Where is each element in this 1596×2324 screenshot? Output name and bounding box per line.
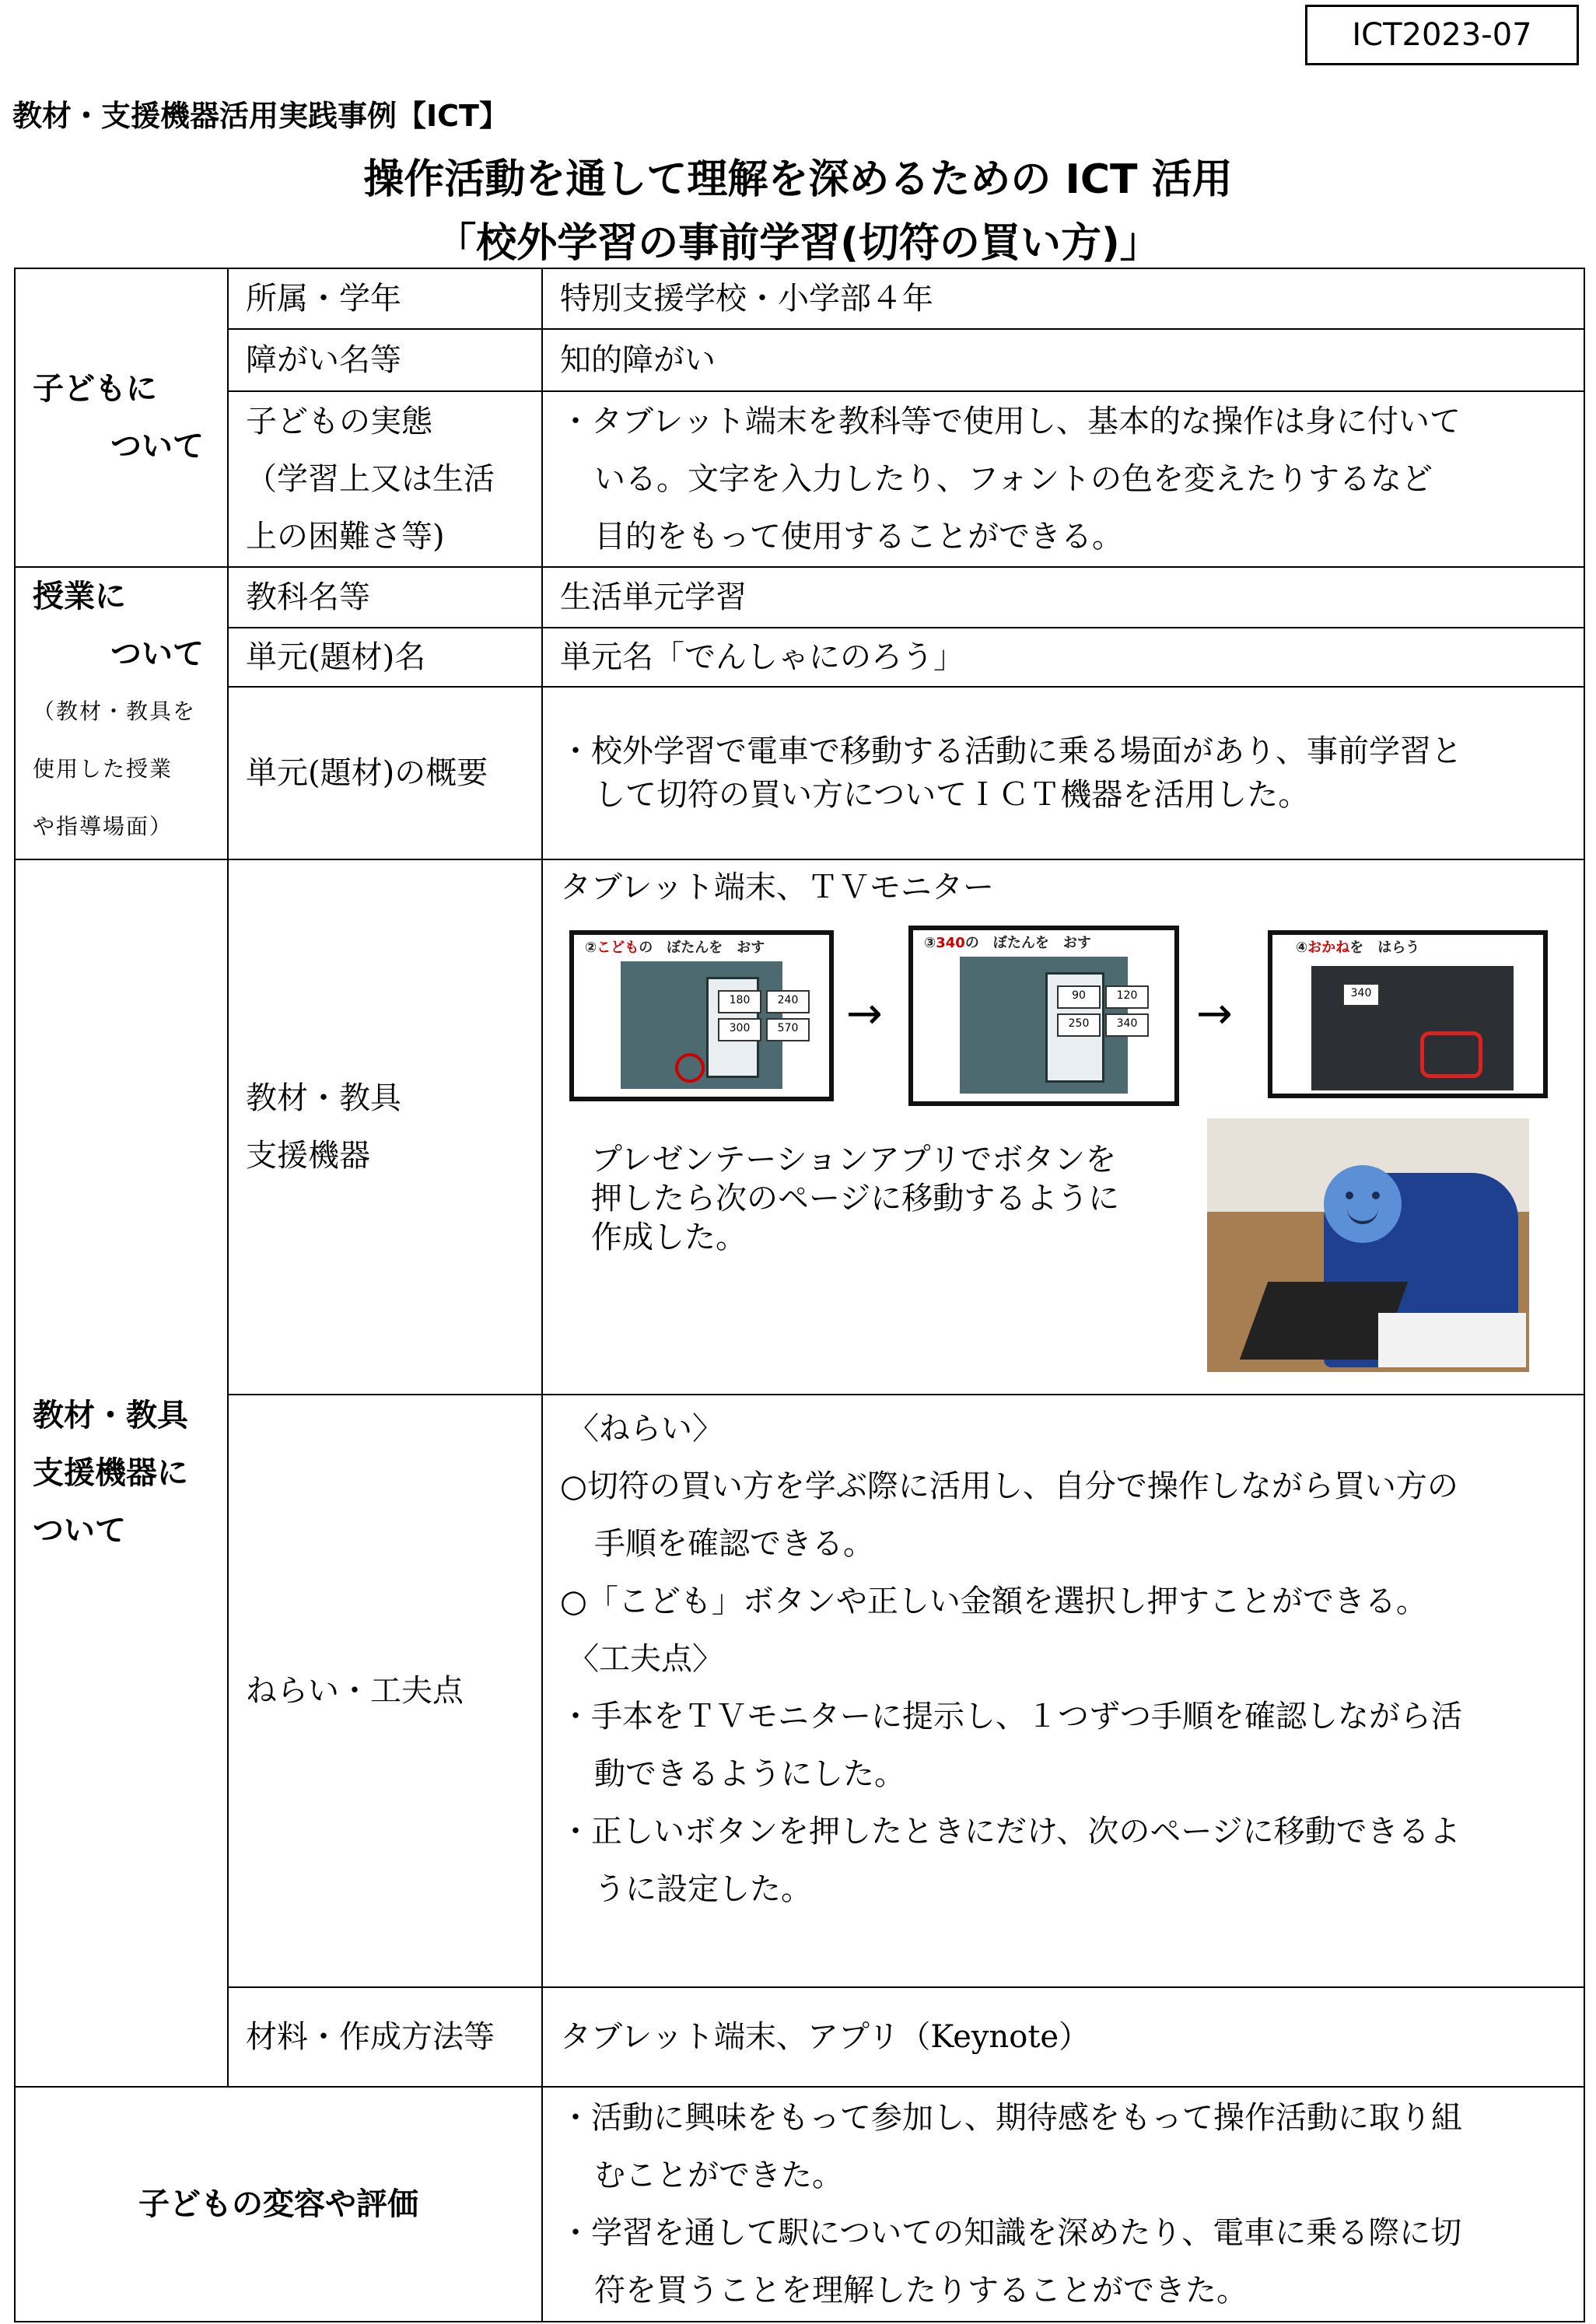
affiliation-value: 特別支援学校・小学部４年 bbox=[542, 268, 1584, 329]
status-value-2: いる。文字を入力したり、フォントの色を変えたりするなど bbox=[594, 461, 1433, 497]
section-lesson-note-1: （教材・教具を bbox=[33, 698, 197, 724]
tools-label-2: 支援機器 bbox=[246, 1138, 370, 1174]
page-title: 操作活動を通して理解を深めるための ICT 活用 bbox=[363, 156, 1233, 203]
section-lesson-line1: 授業に bbox=[33, 579, 126, 614]
unit-label: 単元(題材)名 bbox=[228, 628, 542, 687]
tools-desc-3: 作成した。 bbox=[591, 1220, 747, 1255]
aims-heading: 〈ねらい〉 bbox=[568, 1411, 723, 1447]
summary-value-1: ・校外学習で電車で移動する活動に乗る場面があり、事前学習と bbox=[560, 733, 1462, 769]
section-lesson-line2: ついて bbox=[110, 636, 204, 672]
slide-caption: ②こどもの ぼたんを おす bbox=[585, 940, 765, 956]
page-subtitle: 「校外学習の事前学習(切符の買い方)」 bbox=[436, 220, 1160, 267]
status-label-1: 子どもの実態 bbox=[246, 404, 432, 439]
section-child bbox=[15, 268, 228, 567]
ticket-machine-image bbox=[960, 957, 1138, 1094]
idea-2-line1: ・正しいボタンを押したときにだけ、次のページに移動できるよ bbox=[560, 1814, 1461, 1850]
aim-1-line2: 手順を確認できる。 bbox=[594, 1526, 874, 1562]
summary-label: 単元(題材)の概要 bbox=[228, 687, 542, 859]
highlight-circle-icon bbox=[1420, 1031, 1482, 1078]
disability-value: 知的障がい bbox=[542, 329, 1584, 391]
aim-2: ○「こども」ボタンや正しい金額を選択し押すことができる。 bbox=[560, 1584, 1427, 1619]
summary-value-2: して切符の買い方についてＩＣＴ機器を活用した。 bbox=[594, 777, 1310, 813]
tools-description bbox=[591, 1140, 1119, 1257]
fare-button: 90 bbox=[1057, 985, 1101, 1009]
slide-step-3 bbox=[908, 926, 1179, 1106]
fare-button: 300 bbox=[718, 1018, 761, 1041]
section-lesson-note-2: 使用した授業 bbox=[33, 756, 173, 782]
aim-1-line1: ○切符の買い方を学ぶ際に活用し、自分で操作しながら買い方の bbox=[560, 1468, 1458, 1504]
idea-1-line2: 動できるようにした。 bbox=[594, 1756, 905, 1792]
machine-screen bbox=[1045, 972, 1138, 1083]
document-code: ICT2023-07 bbox=[1305, 5, 1579, 65]
affiliation-label: 所属・学年 bbox=[228, 268, 542, 329]
category-heading: 教材・支援機器活用実践事例【ICT】 bbox=[12, 99, 509, 133]
section-lesson bbox=[15, 567, 228, 859]
arrow-right-icon: → bbox=[1196, 989, 1233, 1039]
tools-value bbox=[542, 859, 1584, 1395]
status-value-1: ・タブレット端末を教科等で使用し、基本的な操作は身に付いて bbox=[560, 404, 1461, 439]
subject-label: 教科名等 bbox=[228, 567, 542, 628]
evaluation-line2: むことができた。 bbox=[594, 2158, 843, 2193]
tools-desc-1: プレゼンテーションアプリでボタンを bbox=[591, 1142, 1117, 1178]
slide-step-2 bbox=[569, 930, 834, 1101]
evaluation-line4: 符を買うことを理解したりすることができた。 bbox=[594, 2273, 1248, 2308]
status-label-3: 上の困難さ等) bbox=[246, 519, 445, 555]
tools-label-1: 教材・教具 bbox=[246, 1080, 401, 1116]
section-materials-line1: 教材・教具 bbox=[33, 1398, 188, 1433]
evaluation-line3: ・学習を通して駅についての知識を深めたり、電車に乗る際に切 bbox=[560, 2215, 1462, 2251]
section-child-line1: 子どもに bbox=[33, 371, 157, 407]
evaluation-line1: ・活動に興味をもって参加し、期待感をもって操作活動に取り組 bbox=[560, 2100, 1462, 2136]
fare-button: 120 bbox=[1105, 985, 1149, 1009]
face-cover-icon bbox=[1324, 1165, 1402, 1243]
unit-value: 単元名「でんしゃにのろう」 bbox=[542, 628, 1584, 687]
ticket-machine-image bbox=[621, 961, 799, 1089]
method-value: タブレット端末、アプリ（Keynote） bbox=[542, 1987, 1584, 2087]
method-label: 材料・作成方法等 bbox=[228, 1987, 542, 2087]
tools-illustration bbox=[560, 915, 1566, 1381]
ideas-heading: 〈工夫点〉 bbox=[568, 1641, 723, 1677]
section-lesson-note-3: や指導場面） bbox=[33, 814, 173, 839]
subject-value: 生活単元学習 bbox=[542, 567, 1584, 628]
evaluation-value bbox=[542, 2087, 1584, 2322]
highlight-circle-icon bbox=[675, 1053, 705, 1083]
arrow-right-icon: → bbox=[846, 989, 883, 1039]
evaluation-label: 子どもの変容や評価 bbox=[15, 2087, 542, 2322]
slide-caption: ③340の ぼたんを おす bbox=[924, 935, 1091, 951]
section-child-line2: ついて bbox=[110, 429, 204, 464]
fare-button: 250 bbox=[1057, 1013, 1101, 1037]
tools-label bbox=[228, 859, 542, 1395]
case-table bbox=[14, 268, 1585, 2322]
fare-button: 180 bbox=[718, 990, 761, 1013]
slide-caption: ④おかねを はらう bbox=[1296, 940, 1420, 956]
status-label bbox=[228, 391, 542, 567]
fare-display: 340 bbox=[1342, 983, 1380, 1006]
aims-label: ねらい・工夫点 bbox=[228, 1395, 542, 1987]
disability-label: 障がい名等 bbox=[228, 329, 542, 391]
section-materials-line2: 支援機器に bbox=[33, 1455, 188, 1491]
ticket-machine-image bbox=[1311, 966, 1514, 1090]
fare-button: 570 bbox=[766, 1018, 810, 1041]
slide-step-4 bbox=[1268, 930, 1548, 1098]
machine-screen bbox=[706, 977, 799, 1078]
fare-button: 240 bbox=[766, 990, 810, 1013]
status-label-2: （学習上又は生活 bbox=[246, 461, 495, 497]
idea-2-line2: うに設定した。 bbox=[594, 1871, 812, 1907]
status-value-3: 目的をもって使用することができる。 bbox=[594, 519, 1123, 555]
section-materials-line3: ついて bbox=[33, 1513, 126, 1549]
aims-value bbox=[542, 1395, 1584, 1987]
section-materials bbox=[15, 859, 228, 2087]
idea-1-line1: ・手本をＴＶモニターに提示し、１つずつ手順を確認しながら活 bbox=[560, 1699, 1462, 1734]
summary-value bbox=[542, 687, 1584, 859]
status-value bbox=[542, 391, 1584, 567]
tools-desc-2: 押したら次のページに移動するように bbox=[591, 1181, 1120, 1216]
tools-heading: タブレット端末、ＴＶモニター bbox=[560, 870, 994, 905]
student-photo bbox=[1207, 1118, 1529, 1372]
fare-button: 340 bbox=[1105, 1013, 1149, 1037]
